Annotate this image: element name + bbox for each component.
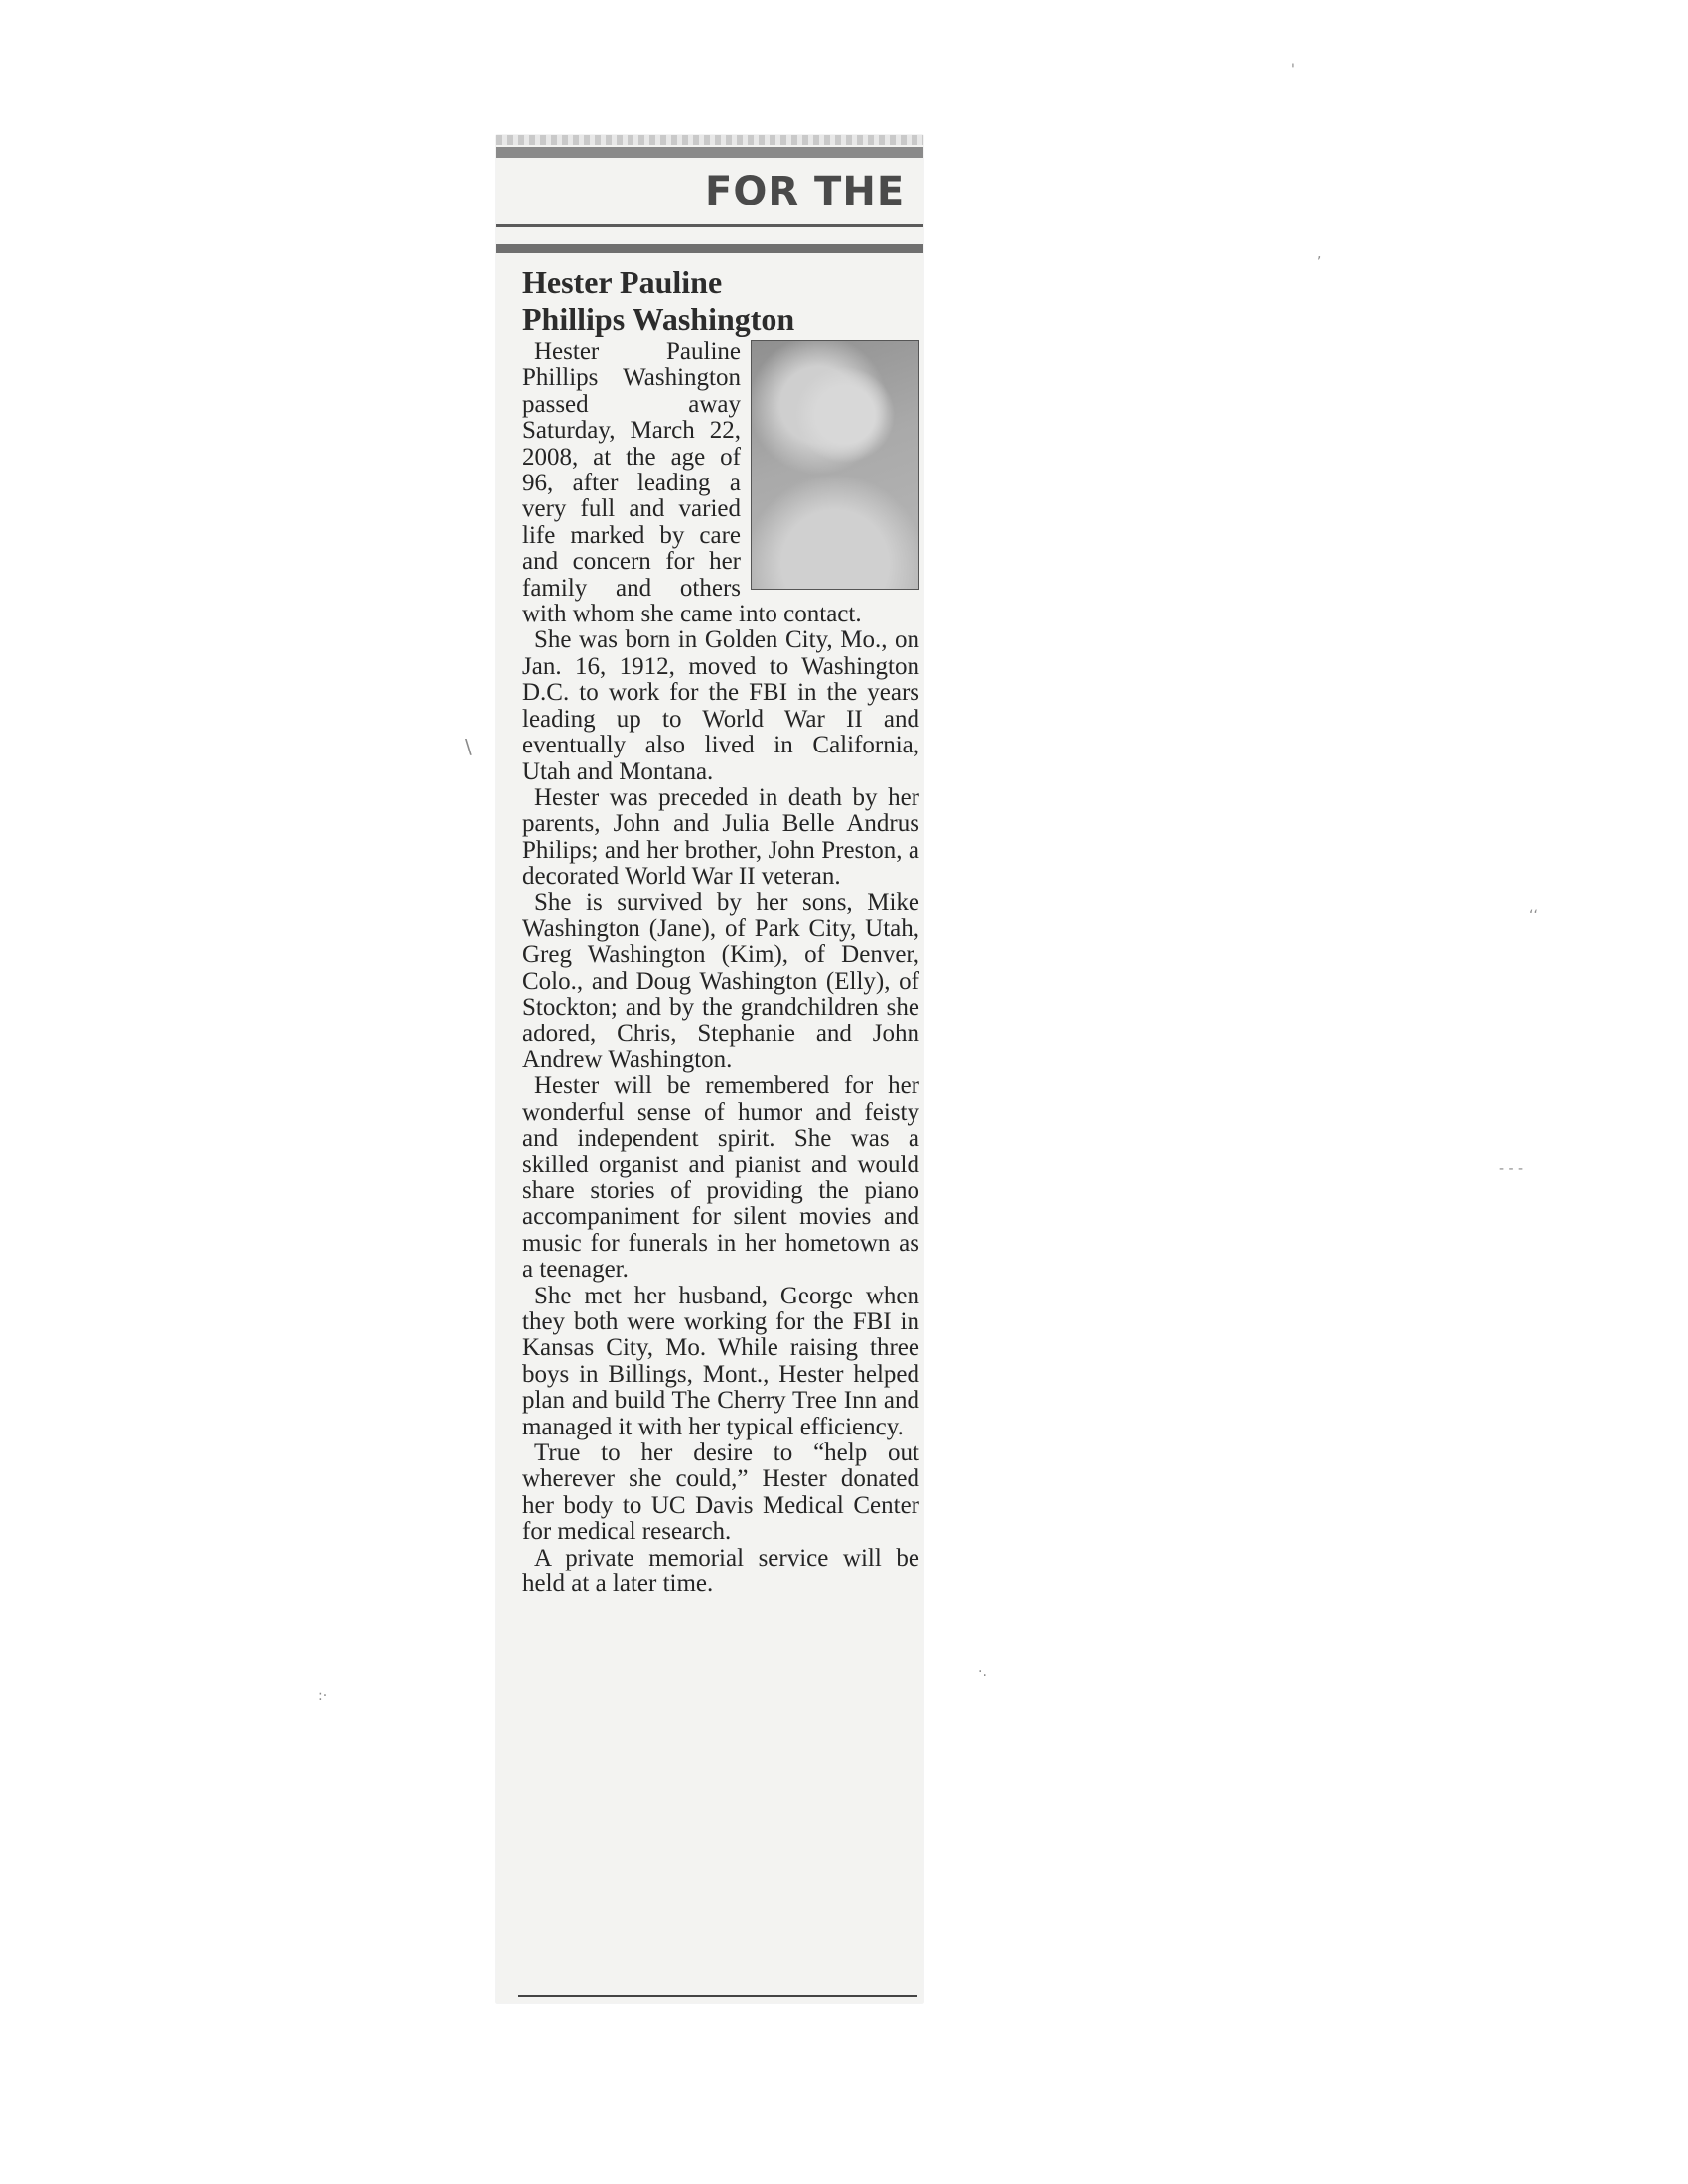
scan-speck: - - - xyxy=(1499,1161,1524,1177)
paragraph-1 xyxy=(522,340,919,627)
bottom-rule xyxy=(518,1995,917,1997)
obituary-body xyxy=(522,340,919,1598)
paragraph-8: A private memorial service will be held at a later time. xyxy=(522,1544,919,1598)
newspaper-clipping xyxy=(496,135,923,2003)
paragraph-3: Hester was preceded in death by her parents, John and Julia Belle Andrus Philips; and her brother, John Preston, a decorated World War II veteran. xyxy=(522,783,919,890)
torn-edge xyxy=(496,135,923,145)
headline-line-2: Phillips Washington xyxy=(522,301,795,337)
paragraph-1-text: Hester Pauline Phillips Washington passed away Saturday, March 22, 2008, at the age of 96, after leading a very full and varied life marked by care and concern for her family and others with whom she came into contact. xyxy=(522,339,862,628)
paragraph-2: She was born in Golden City, Mo., on Jan. 16, 1912, moved to Washington D.C. to work for the FBI in the years leading up to World War II and eventually also lived in California, Utah and Montana. xyxy=(522,626,919,785)
scan-speck: ·. xyxy=(978,1664,987,1680)
section-header-text: FOR THE xyxy=(705,169,906,214)
paragraph-7: True to her desire to “help out wherever she could,” Hester donated her body to UC Davis Medical Center for medical research. xyxy=(522,1439,919,1546)
scan-speck: \ xyxy=(465,735,472,758)
scan-speck: , xyxy=(1317,246,1322,262)
obituary-headline xyxy=(522,264,910,338)
section-header xyxy=(496,159,923,216)
paragraph-5: Hester will be remembered for her wonderful sense of humor and feisty and independent spirit. She was a skilled organist and pianist and would share stories of providing the piano accompaniment for silent movies and music for funerals in her hometown as a teenager. xyxy=(522,1072,919,1284)
header-rule-thick xyxy=(496,244,923,253)
paragraph-6: She met her husband, George when they both were working for the FBI in Kansas City, Mo. While raising three boys in Billings, Mont., Hester helped plan and build The Cherry Tree Inn and managed it with her typical efficiency. xyxy=(522,1282,919,1440)
header-rule-thin xyxy=(496,224,923,227)
scan-speck: ' xyxy=(1291,62,1295,77)
scan-speck: :· xyxy=(318,1688,328,1704)
header-band xyxy=(496,147,923,158)
portrait-photo xyxy=(751,340,919,590)
headline-line-1: Hester Pauline xyxy=(522,264,723,300)
paragraph-4: She is survived by her sons, Mike Washington (Jane), of Park City, Utah, Greg Washington (Kim), of Denver, Colo., and Doug Washington (Elly), of Stockton; and by the grandchildren she adored, Chris, Stephanie and John Andrew Washington. xyxy=(522,888,919,1073)
scan-speck: ‘‘ xyxy=(1529,908,1538,924)
